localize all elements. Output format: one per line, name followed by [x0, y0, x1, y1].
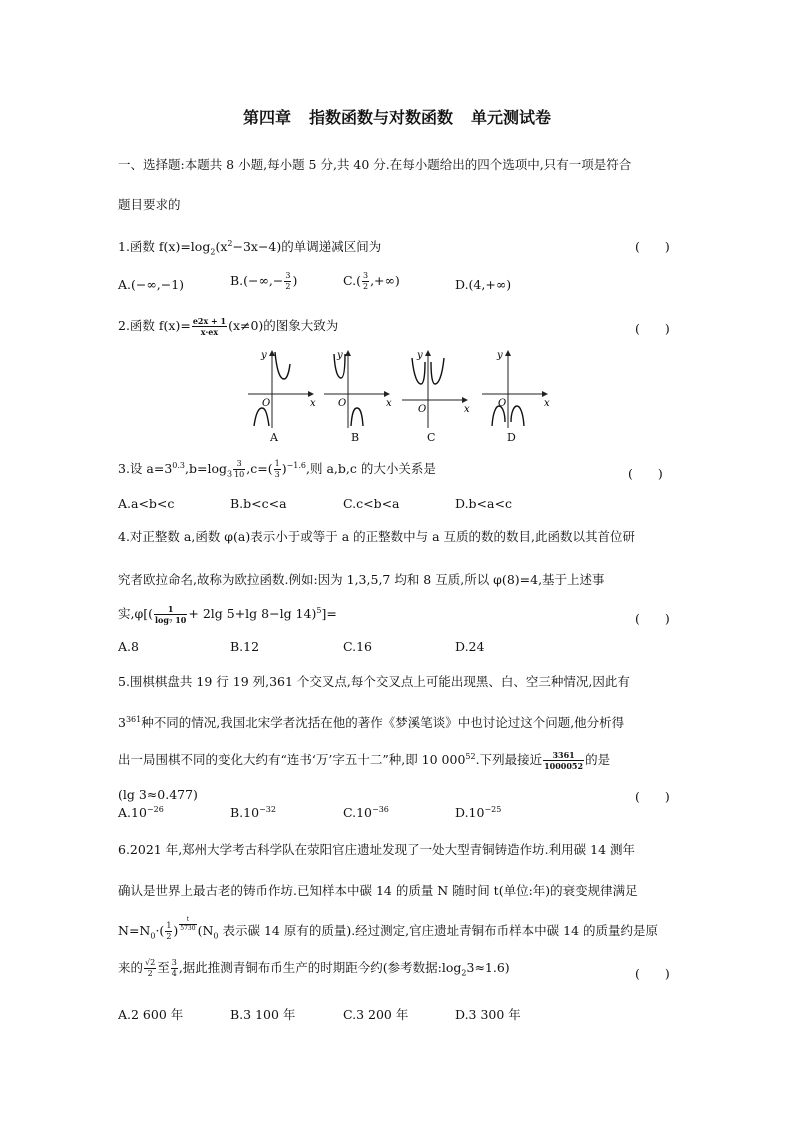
q2-label-c: C	[427, 431, 436, 444]
q6-line1: 6.2021 年,郑州大学考古科学队在荥阳官庄遗址发现了一处大型青铜铸造作坊.利用碳 14 测年	[118, 842, 636, 857]
origin-label: O	[418, 404, 427, 415]
q1-answer-paren: ( )	[635, 239, 670, 254]
q1-option-b[interactable]: B.(−∞,− $\frac{3}{2}$ )	[230, 271, 298, 291]
q5-answer-paren: ( )	[635, 789, 670, 804]
q2-graph-d[interactable]	[478, 348, 558, 430]
q4-line3: 实,φ[( $\frac{1}{\text{log₇ 10}}$ + 2lg 5+lg 8−lg 14)$^5$]=	[118, 604, 337, 625]
q6-line3: $N=N_0\cdot$( $\frac{1}{2}$ ) $^{\frac{t}{5730}}$ ($N_0$ 表示碳 14 原有的质量).经过测定,官庄遗址青铜布币样本中碳 14 的质量约是原	[118, 916, 659, 942]
q2-graph-a[interactable]	[244, 348, 324, 430]
branch-right	[511, 406, 524, 426]
q2-stem: 2.函数 f(x)= $\frac{e2x + 1}{x\cdot ex}$ (x≠0)的图象大致为	[118, 316, 339, 337]
branch-left	[254, 408, 269, 426]
origin-label: O	[498, 398, 507, 409]
branch-right	[275, 352, 290, 379]
x-label: x	[464, 404, 470, 415]
q2-label-d: D	[507, 431, 516, 444]
q6-answer-paren: ( )	[635, 966, 670, 981]
q4-option-a[interactable]: A.8	[118, 639, 139, 654]
branch-right	[351, 408, 363, 426]
q4-line2: 究者欧拉命名,故称为欧拉函数.例如:因为 1,3,5,7 均和 8 互质,所以 φ(8)=4,基于上述事	[118, 572, 605, 587]
q5-line2: $3^{361}$种不同的情况,我国北宋学者沈括在他的著作《梦溪笔谈》中也讨论过这个问题,他分析得	[118, 714, 625, 730]
y-label: y	[337, 350, 343, 361]
q4-option-c[interactable]: C.16	[343, 639, 372, 654]
y-arrow	[425, 350, 431, 356]
y-arrow	[269, 350, 275, 356]
q5-option-d[interactable]: $D.10^{-25}$	[455, 804, 502, 820]
title-chapter: 第四章	[242, 108, 291, 127]
q6-option-d[interactable]: D.3 300 年	[455, 1007, 521, 1022]
x-arrow	[384, 391, 390, 397]
q2-answer-paren: ( )	[635, 321, 670, 336]
q5-option-b[interactable]: $B.10^{-32}$	[230, 804, 276, 820]
q4-line1: 4.对正整数 a,函数 φ(a)表示小于或等于 a 的正整数中与 a 互质的数的数目,此函数以其首位研	[118, 529, 636, 544]
title-test: 单元测试卷	[471, 108, 552, 127]
branch-left	[492, 406, 505, 426]
y-label: y	[261, 350, 267, 361]
q3-option-c[interactable]: C.c<b<a	[343, 496, 400, 511]
y-label: y	[497, 350, 503, 361]
q3-option-d[interactable]: D.b<a<c	[455, 496, 512, 511]
q4-option-d[interactable]: D.24	[455, 639, 485, 654]
x-arrow	[462, 397, 468, 403]
q5-option-c[interactable]: $C.10^{-36}$	[343, 804, 389, 820]
q3-option-a[interactable]: A.a<b<c	[118, 496, 175, 511]
q6-option-a[interactable]: A.2 600 年	[118, 1007, 184, 1022]
q5-line3: 出一局围棋不同的变化大约有“连书‘万’字五十二”种,即 10 $000^{52}$.下列最接近 $\frac{3361}{1000052}$ 的是	[118, 750, 611, 771]
q1-option-c[interactable]: C.( $\frac{3}{2}$ ,+∞)	[343, 271, 400, 291]
x-arrow	[308, 391, 314, 397]
q3-option-b[interactable]: B.b<c<a	[230, 496, 287, 511]
q2-label-a: A	[270, 431, 278, 444]
x-label: x	[544, 398, 550, 409]
q5-option-a[interactable]: $A.10^{-26}$	[118, 804, 164, 820]
q3-stem: 3.设 $a=3^{0.3},b=\log_3$ $\frac{3}{10}$ ,c=( $\frac{1}{3}$ )$^{-1.6}$,则 a,b,c 的大小关系是	[118, 459, 436, 479]
x-label: x	[386, 398, 392, 409]
q6-line2: 确认是世界上最古老的铸币作坊.已知样本中碳 14 的质量 N 随时间 t(单位:年)的衰变规律满足	[118, 883, 638, 898]
page-title	[0, 105, 794, 128]
q5-note: (lg 3≈0.477)	[118, 787, 198, 802]
section-heading-line1: 一、选择题:本题共 8 小题,每小题 5 分,共 40 分.在每小题给出的四个选项中,只有一项是符合	[118, 157, 632, 172]
y-arrow	[505, 350, 511, 356]
q6-option-c[interactable]: C.3 200 年	[343, 1007, 409, 1022]
branch-right	[431, 358, 444, 384]
q4-answer-paren: ( )	[635, 611, 670, 626]
q1-stem: 1.函数 $f(x)=\log_2(x^2-3x-4)$的单调递减区间为	[118, 238, 382, 257]
y-arrow	[345, 350, 351, 356]
q6-option-b[interactable]: B.3 100 年	[230, 1007, 296, 1022]
branch-left	[412, 358, 425, 384]
q3-answer-paren: ( )	[628, 466, 663, 481]
title-topic: 指数函数与对数函数	[308, 108, 453, 127]
section-heading-line2: 题目要求的	[118, 197, 181, 212]
origin-label: O	[262, 398, 271, 409]
x-label: x	[310, 398, 316, 409]
q4-option-b[interactable]: B.12	[230, 639, 260, 654]
q1-option-d[interactable]: D.(4,+∞)	[455, 277, 512, 292]
q1-option-a[interactable]: A.(−∞,−1)	[118, 277, 185, 292]
q2-graph-b[interactable]	[320, 348, 400, 430]
q5-line1: 5.围棋棋盘共 19 行 19 列,361 个交叉点,每个交叉点上可能出现黑、白、空三种情况,因此有	[118, 674, 630, 689]
q6-line4: 来的 $\frac{√2}{2}$ 至 $\frac{3}{4}$ ,据此推测青铜布币生产的时期距今约(参考数据$:\log_23\approx 1.6$)	[118, 958, 510, 978]
x-arrow	[542, 391, 548, 397]
q2-label-b: B	[351, 431, 360, 444]
y-label: y	[417, 350, 423, 361]
origin-label: O	[338, 398, 347, 409]
q2-graph-c[interactable]	[398, 348, 478, 430]
